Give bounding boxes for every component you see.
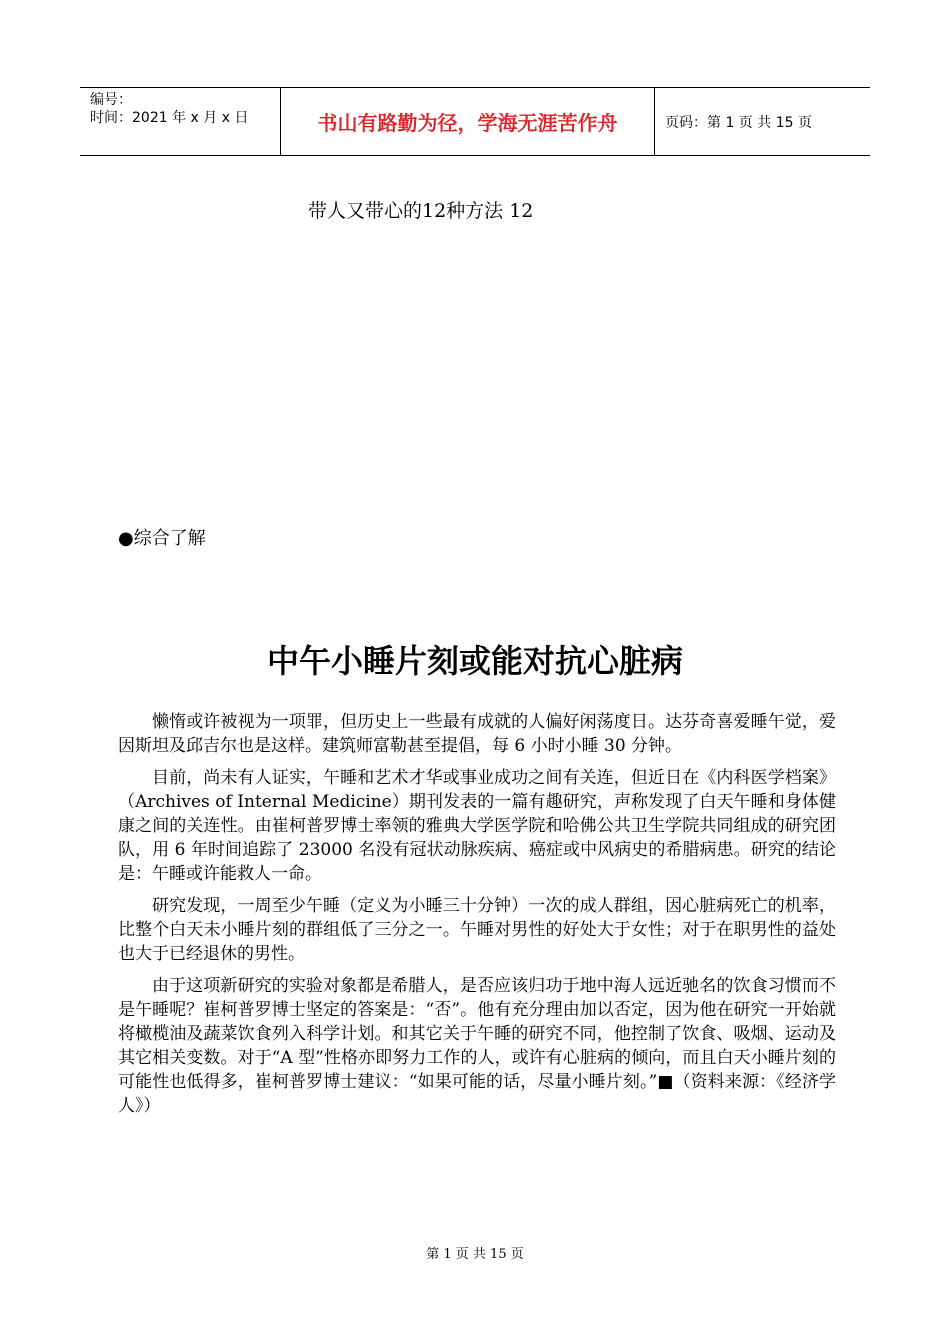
- page-footer: 第 1 页 共 15 页: [426, 1247, 524, 1262]
- header-table: [80, 87, 870, 156]
- paragraph: 目前，尚未有人证实，午睡和艺术才华或事业成功之间有关连，但近日在《内科医学档案》（Archives of Internal Medicine）期刊发表的一篇有趣研究，声称发现了白天午睡和身体健康之间的关连性。由崔柯普罗博士率领的雅典大学医学院和哈佛公共卫生学院共同组成的研究团队，用 6 年时间追踪了 23000 名没有冠状动脉疾病、癌症或中风病史的希腊病患。研究的结论是：午睡或许能救人一命。: [118, 768, 836, 884]
- paragraph: 懒惰或许被视为一项罪，但历史上一些最有成就的人偏好闲荡度日。达芬奇喜爱睡午觉，爱因斯坦及邱吉尔也是这样。建筑师富勒甚至提倡，每 6 小时小睡 30 分钟。: [118, 712, 836, 756]
- paragraph: 由于这项新研究的实验对象都是希腊人，是否应该归功于地中海人远近驰名的饮食习惯而不是午睡呢？崔柯普罗博士坚定的答案是：“否”。他有充分理由加以否定，因为他在研究一开始就将橄榄油及蔬菜饮食列入科学计划。和其它关于午睡的研究不同，他控制了饮食、吸烟、运动及其它相关变数。对于“A 型”性格亦即努力工作的人，或许有心脏病的倾向，而且白天小睡片刻的可能性也低得多，崔柯普罗博士建议：“如果可能的话，尽量小睡片刻。”■（资料来源：《经济学人》）: [118, 976, 836, 1116]
- number-label: 编号：: [90, 92, 132, 108]
- time-label: 时间：2021 年 x 月 x 日: [90, 110, 249, 126]
- paragraph: 研究发现，一周至少午睡（定义为小睡三十分钟）一次的成人群组，因心脏病死亡的机率，比整个白天未小睡片刻的群组低了三分之一。午睡对男性的好处大于女性；对于在职男性的益处也大于已经退休的男性。: [118, 896, 836, 964]
- header-meta-cell: [80, 88, 281, 155]
- header-page-info: 页码：第 1 页 共 15 页: [665, 114, 812, 131]
- section-heading: ●综合了解: [118, 528, 206, 549]
- article-title: 中午小睡片刻或能对抗心脏病: [266, 642, 683, 680]
- article-body: [118, 710, 836, 1126]
- document-title: 带人又带心的12种方法 12: [308, 200, 534, 222]
- header-motto: 书山有路勤为径，学海无涯苦作舟: [281, 88, 655, 155]
